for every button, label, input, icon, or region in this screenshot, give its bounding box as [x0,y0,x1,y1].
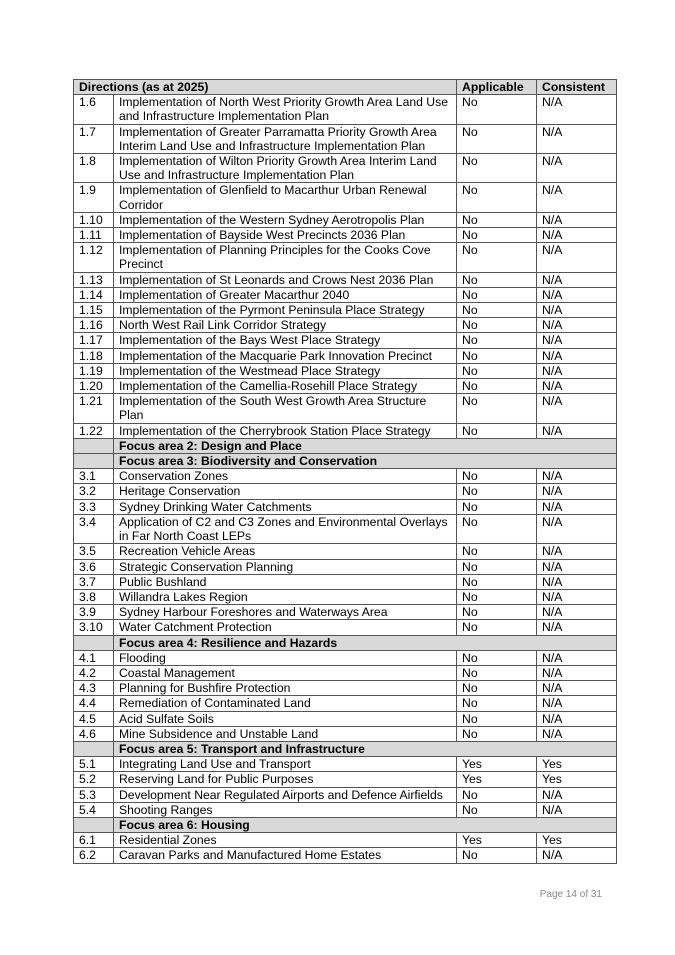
applicable-value: No [457,665,537,680]
direction-title: Implementation of the Bays West Place Strategy [114,333,457,348]
direction-title: Reserving Land for Public Purposes [114,772,457,787]
applicable-value: No [457,559,537,574]
consistent-value: N/A [537,589,617,604]
direction-number: 3.4 [74,514,114,543]
table-row [74,833,617,848]
direction-number: 1.20 [74,379,114,394]
direction-title: Heritage Conservation [114,484,457,499]
consistent-value: N/A [537,696,617,711]
applicable-value: No [457,711,537,726]
applicable-value: No [457,287,537,302]
direction-title: Implementation of North West Priority Growth Area Land Use and Infrastructure Implementation Plan [114,95,457,124]
applicable-value: No [457,589,537,604]
direction-number: 4.5 [74,711,114,726]
direction-number: 1.11 [74,228,114,243]
direction-title: Planning for Bushfire Protection [114,681,457,696]
table-row [74,787,617,802]
applicable-value: No [457,95,537,124]
direction-number: 5.2 [74,772,114,787]
table-row [74,95,617,124]
header-applicable: Applicable [457,80,537,95]
consistent-value: N/A [537,574,617,589]
applicable-value: No [457,499,537,514]
table-row [74,469,617,484]
direction-number: 4.3 [74,681,114,696]
table-row [74,394,617,423]
consistent-value: N/A [537,620,617,635]
direction-number: 3.6 [74,559,114,574]
table-row [74,154,617,183]
table-row [74,318,617,333]
direction-number: 1.12 [74,243,114,272]
direction-title: Development Near Regulated Airports and Defence Airfields [114,787,457,802]
applicable-value: No [457,574,537,589]
consistent-value: N/A [537,363,617,378]
direction-title: Implementation of Planning Principles for the Cooks Cove Precinct [114,243,457,272]
direction-title: Water Catchment Protection [114,620,457,635]
direction-number: 1.21 [74,394,114,423]
table-row [74,620,617,635]
consistent-value: N/A [537,711,617,726]
applicable-value: No [457,318,537,333]
section-num-cell [74,741,114,756]
table-row [74,681,617,696]
applicable-value: No [457,348,537,363]
direction-title: Implementation of the Camellia-Rosehill Place Strategy [114,379,457,394]
section-num-cell [74,817,114,832]
direction-title: Recreation Vehicle Areas [114,544,457,559]
direction-number: 4.6 [74,726,114,741]
table-row [74,287,617,302]
consistent-value: N/A [537,514,617,543]
section-title: Focus area 2: Design and Place [114,438,617,453]
direction-number: 3.5 [74,544,114,559]
applicable-value: No [457,333,537,348]
direction-number: 1.6 [74,95,114,124]
consistent-value: N/A [537,287,617,302]
consistent-value: N/A [537,559,617,574]
applicable-value: No [457,363,537,378]
direction-number: 3.10 [74,620,114,635]
consistent-value: N/A [537,318,617,333]
consistent-value: N/A [537,183,617,212]
table-header-row [74,80,617,95]
table-row [74,303,617,318]
direction-number: 6.1 [74,833,114,848]
consistent-value: N/A [537,228,617,243]
table-row [74,228,617,243]
table-row [74,711,617,726]
direction-title: Acid Sulfate Soils [114,711,457,726]
direction-title: Sydney Harbour Foreshores and Waterways Area [114,605,457,620]
section-num-cell [74,454,114,469]
direction-number: 1.9 [74,183,114,212]
applicable-value: Yes [457,757,537,772]
direction-title: Implementation of the South West Growth Area Structure Plan [114,394,457,423]
consistent-value: N/A [537,848,617,863]
consistent-value: N/A [537,726,617,741]
consistent-value: N/A [537,544,617,559]
applicable-value: No [457,379,537,394]
applicable-value: No [457,228,537,243]
direction-title: Willandra Lakes Region [114,589,457,604]
direction-number: 6.2 [74,848,114,863]
consistent-value: N/A [537,394,617,423]
table-row [74,348,617,363]
direction-title: Implementation of the Pyrmont Peninsula Place Strategy [114,303,457,318]
table-row [74,272,617,287]
direction-number: 4.4 [74,696,114,711]
table-row [74,243,617,272]
direction-number: 1.15 [74,303,114,318]
consistent-value: N/A [537,303,617,318]
direction-number: 3.2 [74,484,114,499]
consistent-value: N/A [537,243,617,272]
direction-title: Implementation of the Macquarie Park Innovation Precinct [114,348,457,363]
table-row [74,772,617,787]
table-row [74,650,617,665]
table-body [74,95,617,863]
applicable-value: No [457,696,537,711]
direction-number: 3.3 [74,499,114,514]
section-title: Focus area 5: Transport and Infrastructure [114,741,617,756]
direction-title: Implementation of Greater Parramatta Priority Growth Area Interim Land Use and Infrastructure Implementation Plan [114,124,457,153]
table-row [74,333,617,348]
consistent-value: Yes [537,833,617,848]
direction-title: Shooting Ranges [114,802,457,817]
consistent-value: N/A [537,681,617,696]
direction-title: North West Rail Link Corridor Strategy [114,318,457,333]
applicable-value: No [457,605,537,620]
table-row [74,589,617,604]
applicable-value: No [457,726,537,741]
consistent-value: N/A [537,665,617,680]
direction-title: Strategic Conservation Planning [114,559,457,574]
direction-number: 5.1 [74,757,114,772]
applicable-value: No [457,243,537,272]
direction-number: 3.9 [74,605,114,620]
applicable-value: No [457,650,537,665]
direction-title: Caravan Parks and Manufactured Home Estates [114,848,457,863]
applicable-value: No [457,183,537,212]
direction-title: Integrating Land Use and Transport [114,757,457,772]
section-title: Focus area 3: Biodiversity and Conservation [114,454,617,469]
applicable-value: No [457,620,537,635]
direction-number: 1.13 [74,272,114,287]
direction-title: Implementation of Greater Macarthur 2040 [114,287,457,302]
direction-title: Remediation of Contaminated Land [114,696,457,711]
direction-title: Public Bushland [114,574,457,589]
consistent-value: N/A [537,605,617,620]
table-row [74,696,617,711]
applicable-value: No [457,303,537,318]
applicable-value: No [457,469,537,484]
direction-number: 1.22 [74,423,114,438]
consistent-value: N/A [537,154,617,183]
section-header-row [74,438,617,453]
table-row [74,212,617,227]
direction-title: Implementation of the Cherrybrook Station Place Strategy [114,423,457,438]
section-header-row [74,817,617,832]
consistent-value: N/A [537,499,617,514]
consistent-value: N/A [537,423,617,438]
table-row [74,363,617,378]
consistent-value: N/A [537,124,617,153]
table-row [74,423,617,438]
consistent-value: N/A [537,333,617,348]
table-row [74,544,617,559]
consistent-value: Yes [537,772,617,787]
applicable-value: No [457,848,537,863]
direction-number: 4.2 [74,665,114,680]
table-row [74,605,617,620]
table-row [74,514,617,543]
applicable-value: No [457,681,537,696]
section-num-cell [74,438,114,453]
direction-title: Coastal Management [114,665,457,680]
consistent-value: N/A [537,802,617,817]
applicable-value: No [457,484,537,499]
direction-title: Flooding [114,650,457,665]
direction-number: 1.10 [74,212,114,227]
direction-number: 1.19 [74,363,114,378]
applicable-value: No [457,212,537,227]
table-row [74,802,617,817]
applicable-value: No [457,787,537,802]
header-directions: Directions (as at 2025) [74,80,457,95]
table-row [74,665,617,680]
applicable-value: No [457,394,537,423]
direction-number: 4.1 [74,650,114,665]
direction-title: Implementation of Bayside West Precincts 2036 Plan [114,228,457,243]
direction-number: 1.8 [74,154,114,183]
direction-title: Implementation of St Leonards and Crows Nest 2036 Plan [114,272,457,287]
direction-number: 5.4 [74,802,114,817]
direction-number: 1.7 [74,124,114,153]
applicable-value: No [457,423,537,438]
consistent-value: N/A [537,379,617,394]
direction-number: 3.7 [74,574,114,589]
direction-title: Residential Zones [114,833,457,848]
table-row [74,848,617,863]
table-row [74,726,617,741]
applicable-value: No [457,272,537,287]
direction-title: Application of C2 and C3 Zones and Environmental Overlays in Far North Coast LEPs [114,514,457,543]
consistent-value: N/A [537,650,617,665]
direction-number: 1.14 [74,287,114,302]
section-header-row [74,454,617,469]
direction-number: 1.17 [74,333,114,348]
table-row [74,757,617,772]
consistent-value: N/A [537,348,617,363]
applicable-value: No [457,514,537,543]
section-num-cell [74,635,114,650]
direction-number: 1.16 [74,318,114,333]
applicable-value: No [457,544,537,559]
applicable-value: No [457,124,537,153]
table-row [74,124,617,153]
direction-number: 1.18 [74,348,114,363]
table-row [74,574,617,589]
consistent-value: N/A [537,95,617,124]
table-row [74,183,617,212]
applicable-value: No [457,154,537,183]
direction-title: Mine Subsidence and Unstable Land [114,726,457,741]
consistent-value: N/A [537,484,617,499]
table-row [74,559,617,574]
direction-number: 3.1 [74,469,114,484]
section-title: Focus area 4: Resilience and Hazards [114,635,617,650]
consistent-value: N/A [537,272,617,287]
direction-number: 3.8 [74,589,114,604]
section-header-row [74,741,617,756]
directions-table [73,79,617,864]
page-number: Page 14 of 31 [539,889,602,900]
header-consistent: Consistent [537,80,617,95]
direction-title: Conservation Zones [114,469,457,484]
consistent-value: N/A [537,469,617,484]
applicable-value: No [457,802,537,817]
table-row [74,379,617,394]
table-row [74,499,617,514]
direction-title: Implementation of the Western Sydney Aerotropolis Plan [114,212,457,227]
direction-title: Implementation of Wilton Priority Growth Area Interim Land Use and Infrastructure Implementation Plan [114,154,457,183]
consistent-value: N/A [537,787,617,802]
consistent-value: N/A [537,212,617,227]
table-row [74,484,617,499]
applicable-value: Yes [457,772,537,787]
section-header-row [74,635,617,650]
direction-title: Implementation of Glenfield to Macarthur Urban Renewal Corridor [114,183,457,212]
applicable-value: Yes [457,833,537,848]
direction-title: Implementation of the Westmead Place Strategy [114,363,457,378]
direction-number: 5.3 [74,787,114,802]
consistent-value: Yes [537,757,617,772]
section-title: Focus area 6: Housing [114,817,617,832]
direction-title: Sydney Drinking Water Catchments [114,499,457,514]
